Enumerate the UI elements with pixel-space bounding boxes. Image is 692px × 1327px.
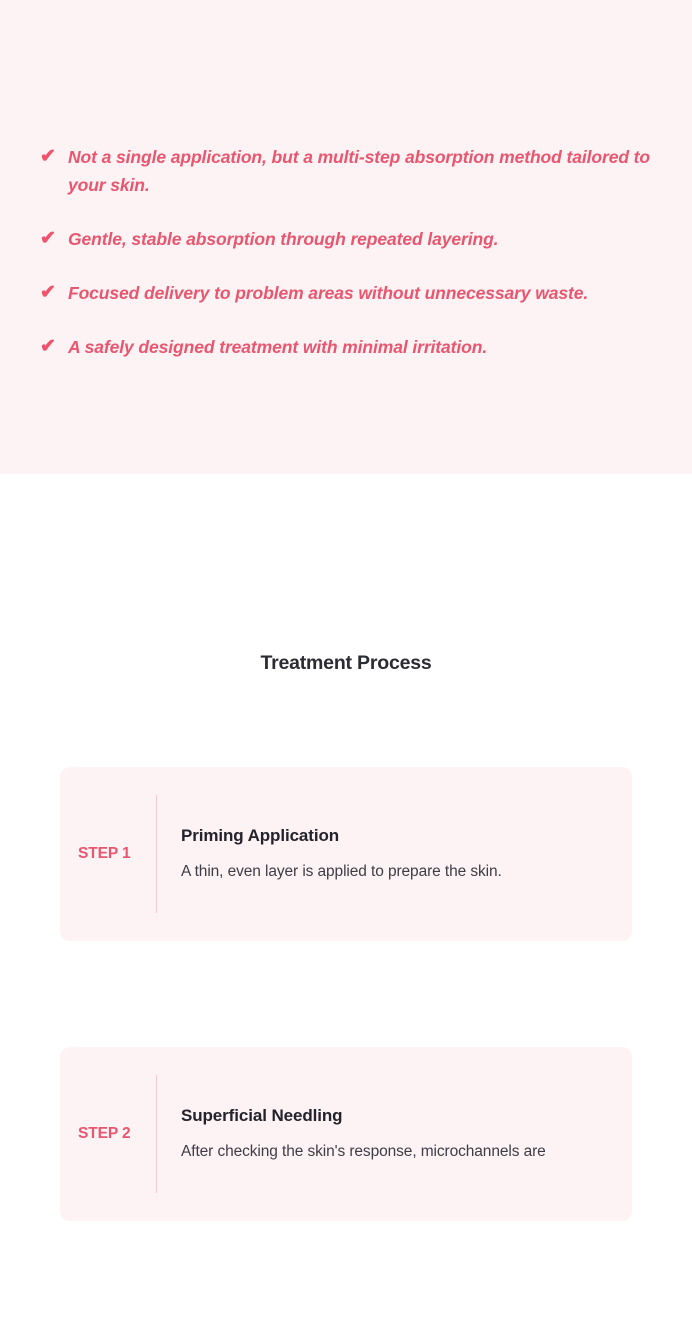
step-label: STEP 1 (78, 845, 131, 862)
step-card-2 (60, 1047, 632, 1221)
benefits-list (40, 143, 652, 361)
list-item (40, 225, 652, 253)
check-icon: ✔ (40, 282, 56, 303)
step-description: After checking the skin's response, microchannels are (181, 1143, 546, 1160)
page-title: Treatment Process (260, 652, 432, 674)
benefit-text: Not a single application, but a multi-step absorption method tailored to your skin. (68, 147, 650, 195)
benefit-text: A safely designed treatment with minimal irritation. (68, 337, 488, 357)
step-body (157, 1104, 632, 1164)
step-body (157, 824, 632, 884)
list-item (40, 279, 652, 307)
step-heading: Superficial Needling (181, 1106, 343, 1125)
benefit-text: Focused delivery to problem areas without unnecessary waste. (68, 283, 589, 303)
step-card-1 (60, 767, 632, 941)
step-heading: Priming Application (181, 826, 340, 845)
step-label: STEP 2 (78, 1125, 131, 1142)
check-icon: ✔ (40, 146, 56, 167)
benefits-panel (0, 0, 692, 474)
steps-list (60, 767, 632, 1327)
check-icon: ✔ (40, 336, 56, 357)
list-item (40, 143, 652, 199)
list-item (40, 333, 652, 361)
step-description: A thin, even layer is applied to prepare the skin. (181, 863, 502, 880)
check-icon: ✔ (40, 228, 56, 249)
benefit-text: Gentle, stable absorption through repeated layering. (68, 229, 499, 249)
